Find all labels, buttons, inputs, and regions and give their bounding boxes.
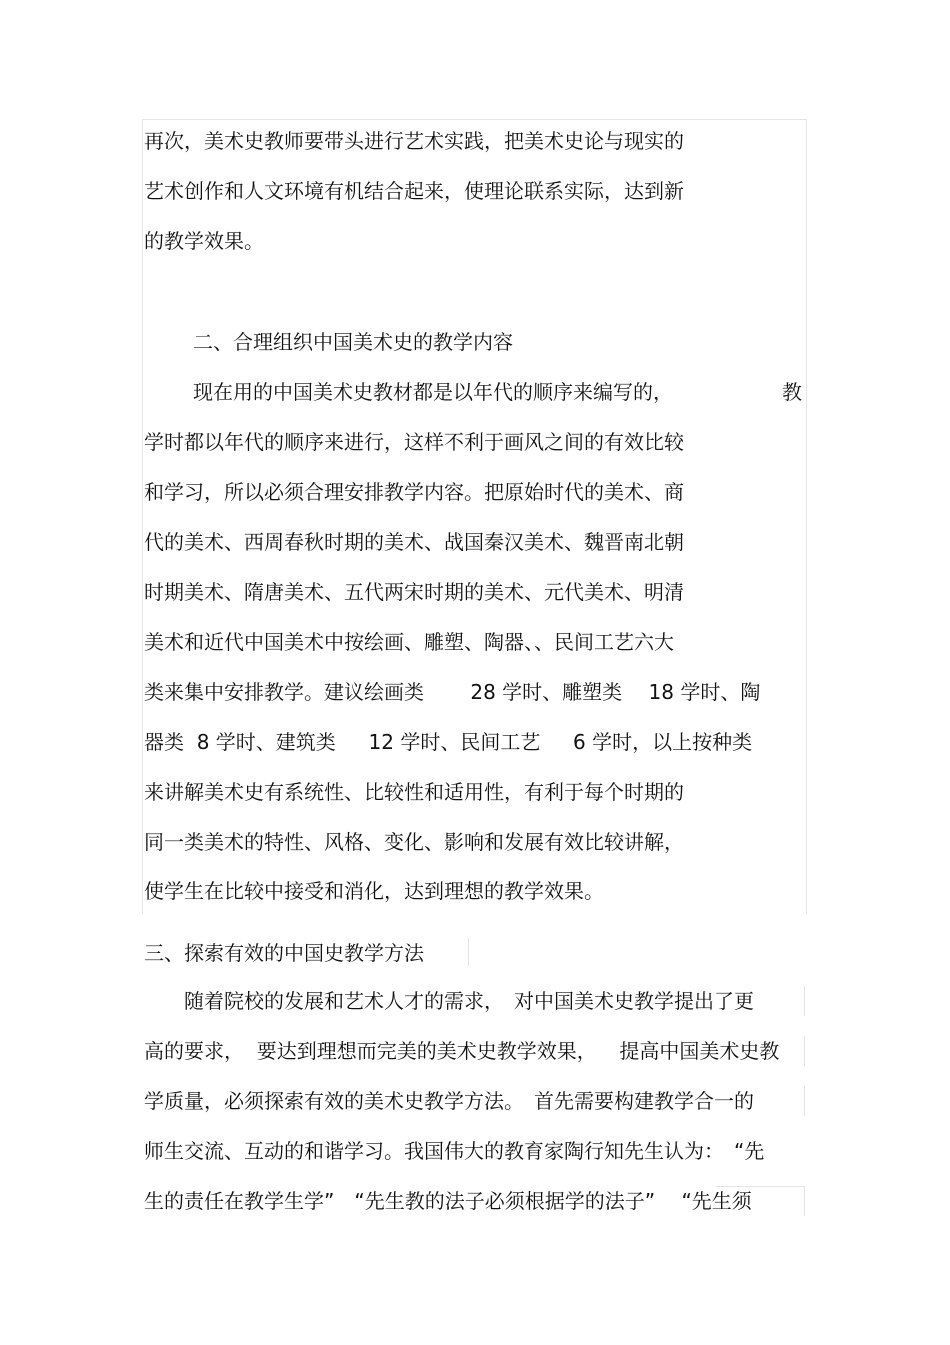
- text-line: 生的责任在教学生学” “先生教的法子必须根据学的法子” “先生须: [144, 1189, 752, 1213]
- heading-right-rule: [468, 938, 469, 966]
- text-line: 美术和近代中国美术中按绘画、雕塑、陶器、、民间工艺六大: [144, 630, 674, 654]
- text-line: 和学习，所以必须合理安排教学内容。把原始时代的美术、商: [144, 480, 684, 504]
- text-line: 时期美术、隋唐美术、五代两宋时期的美术、元代美术、明清: [144, 580, 684, 604]
- para-right-rule-4: [804, 1186, 805, 1216]
- section-2-heading: 二、合理组织中国美术史的教学内容: [193, 330, 513, 354]
- text-line-tail: 教: [782, 380, 802, 404]
- section-3-heading: 三、探索有效的中国史教学方法: [144, 941, 424, 965]
- para-right-rule-3: [804, 1086, 805, 1116]
- frame-right-rule: [806, 119, 807, 914]
- text-line: 艺术创作和人文环境有机结合起来，使理论联系实际，达到新: [144, 179, 684, 203]
- text-line: 代的美术、西周春秋时期的美术、战国秦汉美术、魏晋南北朝: [144, 530, 684, 554]
- text-line: 同一类美术的特性、风格、变化、影响和发展有效比较讲解，: [144, 830, 684, 854]
- frame-top-rule: [143, 119, 807, 120]
- text-line: 高的要求， 要达到理想而完美的美术史教学效果， 提高中国美术史教: [144, 1039, 780, 1063]
- text-line: 学质量，必须探索有效的美术史教学方法。 首先需要构建教学合一的: [144, 1089, 754, 1113]
- frame-left-rule: [142, 119, 143, 914]
- text-line: 来讲解美术史有系统性、比较性和适用性，有利于每个时期的: [144, 780, 684, 804]
- text-line: 随着院校的发展和艺术人才的需求， 对中国美术史教学提出了更: [144, 989, 754, 1013]
- text-line: 器类 8 学时、建筑类 12 学时、民间工艺 6 学时，以上按种类: [144, 730, 753, 754]
- text-line: 学时都以年代的顺序来进行，这样不利于画风之间的有效比较: [144, 430, 684, 454]
- text-line: 的教学效果。: [144, 229, 264, 253]
- text-line: 现在用的中国美术史教材都是以年代的顺序来编写的，: [193, 380, 673, 404]
- text-line: 再次，美术史教师要带头进行艺术实践，把美术史论与现实的: [144, 129, 684, 153]
- para-right-rule-2: [804, 1036, 805, 1066]
- text-line: 使学生在比较中接受和消化，达到理想的教学效果。: [144, 879, 604, 903]
- para-right-rule-1: [804, 986, 805, 1016]
- text-line: 师生交流、互动的和谐学习。我国伟大的教育家陶行知先生认为： “先: [144, 1139, 765, 1163]
- text-line: 类来集中安排教学。建议绘画类 28 学时、雕塑类 18 学时、陶: [144, 680, 761, 704]
